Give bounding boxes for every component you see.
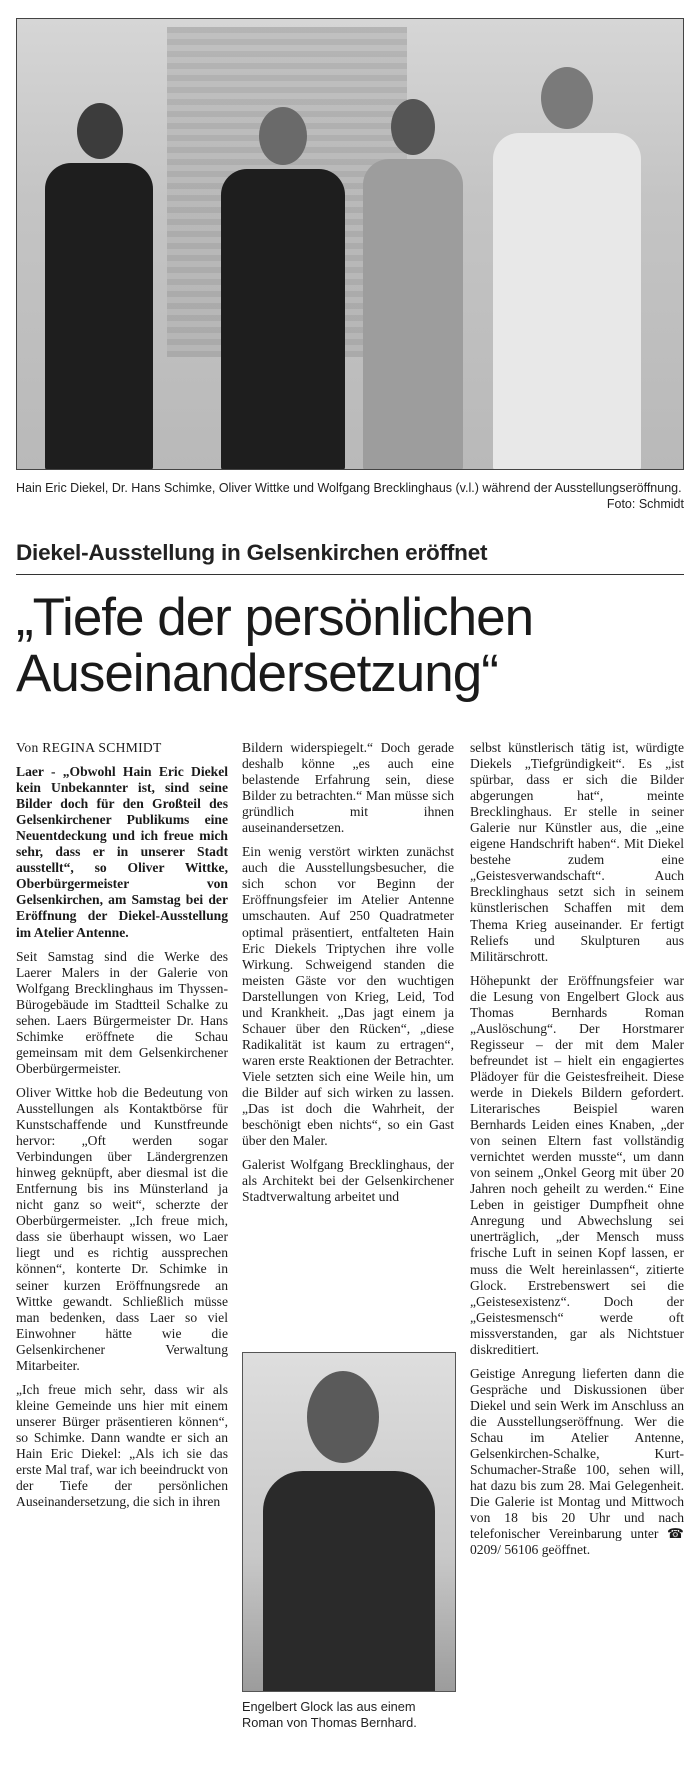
portrait-photo xyxy=(242,1352,456,1692)
kicker-headline: Diekel-Ausstellung in Gelsenkirchen eröffnet xyxy=(16,540,488,565)
photo-credit: Foto: Schmidt xyxy=(606,497,684,511)
paragraph: selbst künstlerisch tätig ist, würdigte Diekels „Tiefgründigkeit“. Es „ist spürbar, dass er sich die Bilder abgerungen hat“, meinte Brecklinghaus. Er stelle in seiner Galerie nur Künstler aus, die „eine eigene Handschrift haben“. Mit Diekel bestehe zudem eine „Geistesverwandschaft“. Auch Brecklinghaus setzt sich in seinem künstlerischen Schaffen mit dem Thema Krieg auseinander. Er fertigt Reliefs und Skulpturen aus Militärschrott. xyxy=(470,740,684,964)
paragraph: „Ich freue mich sehr, dass wir als kleine Gemeinde uns hier mit einem unserer Bürger präsentieren können“, so Schimke. Dann wandte er sich an Hain Eric Diekel: „Als ich sie das erste Mal traf, war ich beeindruckt von der Tiefe der persönlichen Auseinandersetzung, die sich in ihren xyxy=(16,1381,228,1510)
paragraph: Ein wenig verstört wirkten zunächst auch die Ausstellungsbesucher, die sich schon vor Beginn der Eröffnungsfeier im Atelier Antenne umschauten. Auf 250 Quadratmeter optimal präsentiert, entfalteten Hain Eric Diekels Triptychen ihre volle Wirkung. Schweigend standen die meisten Gäste vor den wuchtigen Darstellungen von Krieg, Leid, Tod und Krankheit. „Das jagt einem ja Schauer über den Rücken“, „diese Radikalität ist kaum zu ertragen“, waren erste Reaktionen der Betrachter. Viele setzten sich eine Weile hin, um die Bilder auf sich wirken zu lassen. „Das ist doch die Wahrheit, der beschönigt eben nichts“, so ein Gast über den Maler. xyxy=(242,844,454,1149)
article-column-1 xyxy=(16,740,228,1518)
person-3-figure xyxy=(359,99,465,470)
divider xyxy=(16,574,684,575)
article-column-2 xyxy=(242,740,454,1213)
person-4-figure xyxy=(487,67,647,470)
group-photo xyxy=(16,18,684,470)
paragraph: Galerist Wolfgang Brecklinghaus, der als Architekt bei der Gelsenkirchener Stadtverwaltung arbeitet und xyxy=(242,1157,454,1205)
lead-paragraph: Laer - „Obwohl Hain Eric Diekel kein Unbekannter ist, sind seine Bilder doch für den Großteil des Gelsenkirchener Publikums eine Neuentdeckung und ich freue mich sehr, dass er in unserer Stadt ausstellt“, so Oliver Wittke, Oberbürgermeister von Gelsenkirchen, am Samstag bei der Eröffnung der Diekel-Ausstellung im Atelier Antenne. xyxy=(16,764,228,940)
portrait-caption: Engelbert Glock las aus einem Roman von Thomas Bernhard. xyxy=(242,1699,417,1730)
caption-text: Hain Eric Diekel, Dr. Hans Schimke, Oliver Wittke und Wolfgang Brecklinghaus (v.l.) während der Ausstellungseröffnung. xyxy=(16,481,682,495)
paragraph: Oliver Wittke hob die Bedeutung von Ausstellungen als Kontaktbörse für Kunstschaffende und Kunstfreunde hervor: „Oft werden sogar Verbindungen über Ländergrenzen hinweg geknüpft, aber diesmal ist die Entfernung bis ins Münsterland ja nicht ganz so weit“, scherzte der Oberbürgermeister. „Ich freue mich, dass sie überhaupt wissen, wo Laer liegt und es richtig aussprechen können“, konterte Dr. Schimke in seiner kurzen Eröffnungsrede an Wittke gewandt. Schließlich müsse man bedenken, dass Laer so viel Einwohner hätte wie die Gelsenkirchener Verwaltung Mitarbeiter. xyxy=(16,1084,228,1373)
portrait-figure xyxy=(263,1371,435,1692)
byline: Von REGINA SCHMIDT xyxy=(16,740,162,755)
person-1-figure xyxy=(39,103,159,470)
photo-caption xyxy=(16,480,684,511)
paragraph: Bildern widerspiegelt.“ Doch gerade deshalb könne „es auch eine belastende Erfahrung sein, diese Bilder zu betrachten.“ Man müsse sich gründlich mit ihnen auseinandersetzen. xyxy=(242,740,454,836)
main-headline: „Tiefe der persönlichen Auseinandersetzung“ xyxy=(16,588,534,703)
article-column-3 xyxy=(470,740,684,1566)
paragraph: Höhepunkt der Eröffnungsfeier war die Lesung von Engelbert Glock aus Thomas Bernhards Roman „Auslöschung“. Der Horstmarer Regisseur – der mit dem Maler befreundet ist – hielt ein engagiertes Plädoyer für die Geistesfreiheit. Diese werde in Diekels Bildern gefordert. Literarisches Beispiel waren Bernhards Leiden eines Knaben, „der von seinen Eltern fast vollständig vernichtet werden musste“, um dann von seinem „Onkel Georg mit über 20 Jahren noch geheilt zu werden.“ Eine Leben in geistiger Dumpfheit ohne Anregung und Abwechslung sei unerträglich, „der Mensch muss frische Luft in seinen Kopf lassen, er muss die Welt hereinlassen“, zitierte Glock. Erstrebenswert sei die „Geistesexistenz“. Doch der „Geistesmensch“ werde oft missverstanden, gar als Nichtstuer diskreditiert. xyxy=(470,972,684,1357)
paragraph: Geistige Anregung lieferten dann die Gespräche und Diskussionen über Diekel und sein Werk im Anschluss an die Ausstellungseröffnung. Wer die Schau im Atelier Antenne, Gelsenkirchen-Schalke, Kurt-Schumacher-Straße 100, sehen will, hat dazu bis zum 28. Mai Gelegenheit. Die Galerie ist Montag und Mittwoch von 18 bis 20 Uhr und nach telefonischer Vereinbarung unter ☎ 0209/ 56106 geöffnet. xyxy=(470,1365,684,1558)
paragraph: Seit Samstag sind die Werke des Laerer Malers in der Galerie von Wolfgang Brecklinghaus im Thyssen-Bürogebäude im Stadtteil Schalke zu sehen. Laers Bürgermeister Dr. Hans Schimke eröffnete die Schau gemeinsam mit dem Gelsenkirchener Oberbürgermeister. xyxy=(16,948,228,1076)
person-2-figure xyxy=(213,107,353,470)
